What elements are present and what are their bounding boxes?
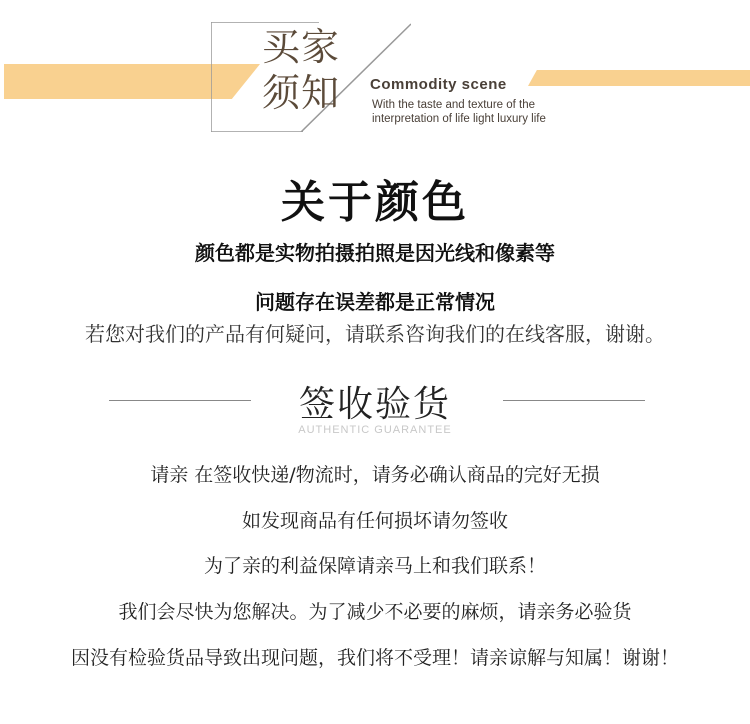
header-tagline-line1: With the taste and texture of the xyxy=(372,99,536,111)
color-section-title: 关于颜色 xyxy=(281,177,469,228)
header-title-line1: 买家 xyxy=(262,25,341,69)
receipt-line-4: 我们会尽快为您解决。为了减少不必要的麻烦，请亲务必验货 xyxy=(118,601,632,623)
header-subtitle: Commodity scene xyxy=(370,76,507,93)
receipt-line-2: 如发现商品有任何损坏请勿签收 xyxy=(241,510,508,532)
header-tagline-line2: interpretation of life light luxury life xyxy=(372,113,546,125)
header-title xyxy=(262,24,372,116)
receipt-section-subtitle: AUTHENTIC GUARANTEE xyxy=(298,424,452,436)
accent-band-right xyxy=(528,70,750,86)
receipt-line-1: 请亲 在签收快递/物流时，请务必确认商品的完好无损 xyxy=(150,464,600,486)
color-section-line1: 颜色都是实物拍摄拍照是因光线和像素等 xyxy=(195,241,555,265)
header-tagline xyxy=(372,98,546,126)
color-section-note: 若您对我们的产品有何疑问，请联系咨询我们的在线客服，谢谢。 xyxy=(85,322,665,346)
receipt-line-5: 因没有检验货品导致出现问题，我们将不受理！请亲谅解与知属！谢谢！ xyxy=(70,647,679,669)
color-section-line2: 问题存在误差都是正常情况 xyxy=(255,290,495,314)
receipt-section-title: 签收验货 xyxy=(298,384,451,425)
receipt-line-3: 为了亲的利益保障请亲马上和我们联系！ xyxy=(203,555,546,577)
header-title-line2: 须知 xyxy=(262,71,341,115)
